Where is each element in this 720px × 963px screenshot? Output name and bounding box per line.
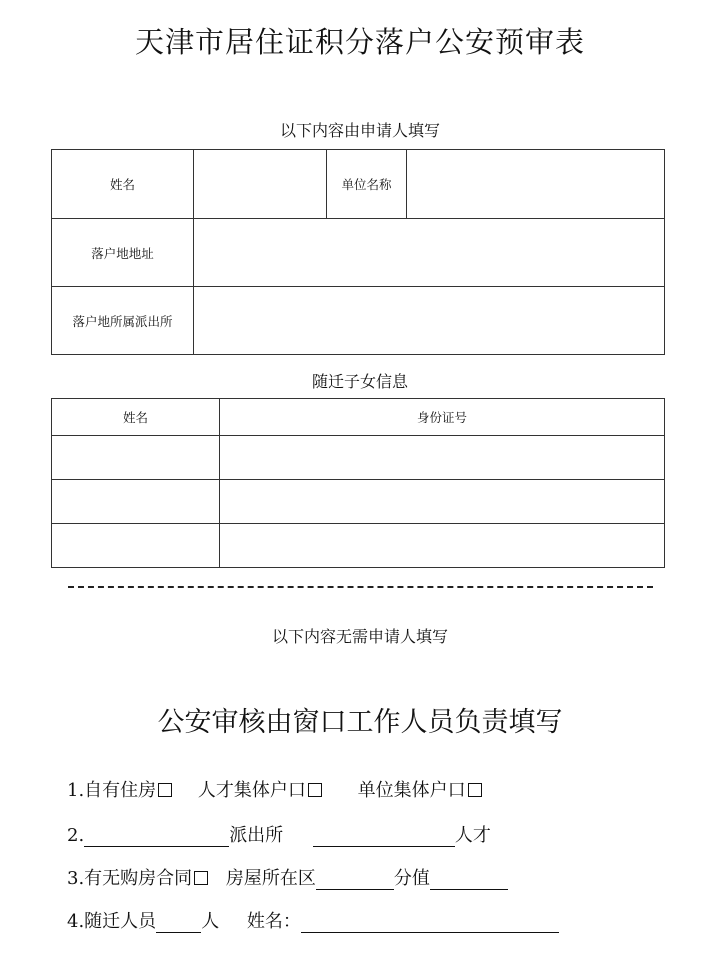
unit-collective-checkbox[interactable] <box>468 783 482 797</box>
child-name-cell[interactable] <box>52 524 220 568</box>
score-blank[interactable] <box>430 871 508 890</box>
accompanying-name-label: 姓名： <box>246 911 301 932</box>
line-2 <box>67 821 491 847</box>
address-label: 落户地地址 <box>52 219 194 287</box>
cut-line-divider <box>68 586 653 588</box>
line-1 <box>67 776 484 802</box>
children-section-heading: 随迁子女信息 <box>311 372 408 391</box>
form-title: 天津市居住证积分落户公安预审表 <box>134 25 585 59</box>
talent-collective-label: 人才集体户口 <box>197 780 306 801</box>
child-id-header: 身份证号 <box>220 399 665 436</box>
line-2-number: 2. <box>67 825 85 846</box>
accompanying-count-blank[interactable] <box>156 914 201 933</box>
applicant-section-heading: 以下内容由申请人填写 <box>279 121 440 140</box>
children-info-table <box>51 398 665 568</box>
talent-collective-checkbox[interactable] <box>308 783 322 797</box>
child-id-cell[interactable] <box>220 524 665 568</box>
line-4 <box>67 907 559 933</box>
staff-section-heading: 公安审核由窗口工作人员负责填写 <box>157 707 563 738</box>
district-blank[interactable] <box>316 871 394 890</box>
table-row <box>52 480 665 524</box>
unit-name-field[interactable] <box>407 150 665 219</box>
child-id-cell[interactable] <box>220 436 665 480</box>
line-3 <box>67 864 508 890</box>
person-unit: 人 <box>201 911 220 932</box>
unit-name-label: 单位名称 <box>327 150 407 219</box>
table-row <box>52 436 665 480</box>
staff-only-note: 以下内容无需申请人填写 <box>271 627 448 646</box>
purchase-contract-label: 3.有无购房合同 <box>67 868 193 889</box>
housing-district-label: 房屋所在区 <box>225 868 316 889</box>
own-housing-checkbox[interactable] <box>158 783 172 797</box>
name-label: 姓名 <box>52 150 194 219</box>
purchase-contract-checkbox[interactable] <box>194 871 208 885</box>
talent-text: 人才 <box>454 825 491 846</box>
talent-blank[interactable] <box>313 828 455 847</box>
address-field[interactable] <box>194 219 665 287</box>
police-station-blank[interactable] <box>84 828 229 847</box>
accompanying-label: 4.随迁人员 <box>67 911 157 932</box>
applicant-info-table <box>51 149 665 355</box>
table-row <box>52 524 665 568</box>
score-label: 分值 <box>393 868 430 889</box>
police-station-field[interactable] <box>194 287 665 355</box>
police-station-text: 派出所 <box>229 825 284 846</box>
name-field[interactable] <box>194 150 327 219</box>
child-name-header: 姓名 <box>52 399 220 436</box>
child-name-cell[interactable] <box>52 436 220 480</box>
child-name-cell[interactable] <box>52 480 220 524</box>
own-housing-label: 1.自有住房 <box>67 780 157 801</box>
child-id-cell[interactable] <box>220 480 665 524</box>
accompanying-name-blank[interactable] <box>301 914 559 933</box>
police-station-label: 落户地所属派出所 <box>52 287 194 355</box>
unit-collective-label: 单位集体户口 <box>357 780 466 801</box>
